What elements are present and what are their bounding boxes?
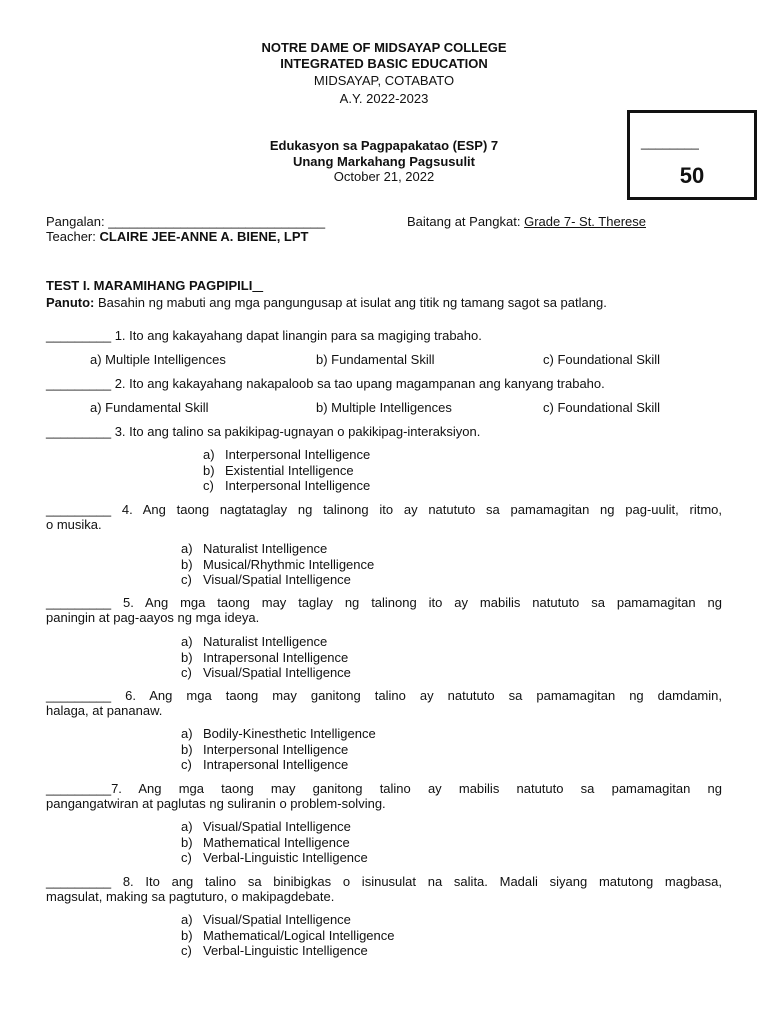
- options-1: [90, 352, 660, 367]
- grade-row: [407, 214, 646, 229]
- grade-value: Grade 7- St. Therese: [524, 214, 646, 229]
- option-b: b) Multiple Intelligences: [316, 400, 452, 415]
- options-2: [90, 400, 660, 415]
- question-7: [46, 781, 722, 811]
- question-text: 4. Ang taong nagtataglay ng talinong ito ay natututo sa pamamagitan ng pag-uulit, ritmo,: [121, 502, 723, 517]
- score-total: 50: [679, 163, 705, 188]
- option-c: c) Visual/Spatial Intelligence: [181, 665, 351, 680]
- subject-title: Edukasyon sa Pagpapakatao (ESP) 7: [269, 138, 499, 153]
- question-text: 6. Ang mga taong may ganitong talino ay natututo sa pamamagitan ng damdamin,: [125, 688, 722, 703]
- question-text-cont: magsulat, making sa pagtuturo, o makipagdebate.: [46, 889, 335, 904]
- option-c: c) Visual/Spatial Intelligence: [181, 572, 351, 587]
- question-text-cont: o musika.: [46, 517, 102, 532]
- option-b: b) Musical/Rhythmic Intelligence: [181, 556, 375, 572]
- option-c: c) Intrapersonal Intelligence: [181, 757, 349, 772]
- question-text-cont: paningin at pag-aayos ng mga ideya.: [46, 610, 260, 625]
- option-b: b) Mathematical/Logical Intelligence: [181, 927, 395, 943]
- answer-blank[interactable]: _________: [46, 502, 112, 517]
- question-text-cont: halaga, at pananaw.: [46, 703, 163, 718]
- question-text: 2. Ito ang kakayahang nakapaloob sa tao upang magampanan ang kanyang trabaho.: [114, 376, 605, 391]
- exam-date: October 21, 2022: [333, 169, 435, 184]
- department-name: INTEGRATED BASIC EDUCATION: [280, 56, 488, 71]
- answer-blank[interactable]: _________: [46, 688, 112, 703]
- option-c: c) Interpersonal Intelligence: [203, 478, 371, 493]
- options-8: [181, 912, 395, 959]
- question-3: [46, 424, 480, 439]
- question-text-cont: pangangatwiran at paglutas ng suliranin o problem-solving.: [46, 796, 386, 811]
- option-a: a) Naturalist Intelligence: [181, 634, 328, 649]
- options-7: [181, 819, 368, 866]
- answer-blank[interactable]: _________: [46, 595, 112, 610]
- question-8: [46, 874, 722, 904]
- option-b: b) Existential Intelligence: [203, 462, 354, 478]
- answer-blank[interactable]: _________: [46, 376, 112, 391]
- directions-label: Panuto:: [46, 295, 95, 310]
- option-a: a) Naturalist Intelligence: [181, 541, 328, 556]
- name-blank[interactable]: ______________________________: [108, 214, 326, 229]
- option-a: a) Multiple Intelligences: [90, 352, 226, 367]
- teacher-row: [46, 229, 308, 244]
- grade-label: Baitang at Pangkat:: [407, 214, 521, 229]
- question-4: [46, 502, 722, 532]
- option-b: b) Interpersonal Intelligence: [181, 741, 349, 757]
- score-box: [627, 110, 757, 200]
- answer-blank[interactable]: _________: [46, 424, 112, 439]
- option-a: a) Fundamental Skill: [90, 400, 209, 415]
- question-2: [46, 376, 605, 391]
- option-c: c) Foundational Skill: [543, 352, 661, 367]
- option-a: a) Visual/Spatial Intelligence: [181, 912, 351, 927]
- option-c: c) Verbal-Linguistic Intelligence: [181, 850, 368, 865]
- options-4: [181, 541, 374, 588]
- name-label: Pangalan:: [46, 214, 105, 229]
- school-location: MIDSAYAP, COTABATO: [313, 73, 455, 88]
- directions-text: Basahin ng mabuti ang mga pangungusap at isulat ang titik ng tamang sagot sa patlang.: [98, 295, 607, 310]
- options-5: [181, 634, 351, 681]
- question-text: 1. Ito ang kakayahang dapat linangin para sa magiging trabaho.: [114, 328, 482, 343]
- options-3: [203, 447, 370, 494]
- score-blank[interactable]: ________: [641, 135, 699, 150]
- option-a: a) Bodily-Kinesthetic Intelligence: [181, 726, 376, 741]
- test-title: TEST I. MARAMIHANG PAGPIPILI: [46, 278, 253, 293]
- question-text: 3. Ito ang talino sa pakikipag-ugnayan o pakikipag-interaksiyon.: [114, 424, 481, 439]
- question-1: [46, 328, 482, 343]
- question-text: 8. Ito ang talino sa binibigkas o isinusulat na salita. Madali siyang matutong magbasa,: [122, 874, 722, 889]
- question-5: [46, 595, 722, 625]
- options-6: [181, 726, 376, 773]
- option-c: c) Verbal-Linguistic Intelligence: [181, 943, 368, 958]
- directions: [46, 295, 607, 310]
- option-b: b) Mathematical Intelligence: [181, 834, 350, 850]
- school-year: A.Y. 2022-2023: [339, 91, 429, 106]
- question-6: [46, 688, 722, 718]
- option-c: c) Foundational Skill: [543, 400, 661, 415]
- option-b: b) Intrapersonal Intelligence: [181, 649, 349, 665]
- teacher-label: Teacher:: [46, 229, 96, 244]
- name-row: [46, 214, 325, 229]
- question-text: 5. Ang mga taong may taglay ng talinong ito ay mabilis natututo sa pamamagitan ng: [123, 595, 722, 610]
- option-b: b) Fundamental Skill: [316, 352, 435, 367]
- school-name: NOTRE DAME OF MIDSAYAP COLLEGE: [261, 40, 507, 55]
- option-a: a) Visual/Spatial Intelligence: [181, 819, 351, 834]
- answer-blank[interactable]: _________: [46, 781, 112, 796]
- exam-title: Unang Markahang Pagsusulit: [292, 154, 476, 169]
- question-text: 7. Ang mga taong may ganitong talino ay mabilis natututo sa pamamagitan ng: [111, 781, 722, 796]
- teacher-name: CLAIRE JEE-ANNE A. BIENE, LPT: [99, 229, 309, 244]
- answer-blank[interactable]: _________: [46, 874, 112, 889]
- answer-blank[interactable]: _________: [46, 328, 112, 343]
- option-a: a) Interpersonal Intelligence: [203, 447, 371, 462]
